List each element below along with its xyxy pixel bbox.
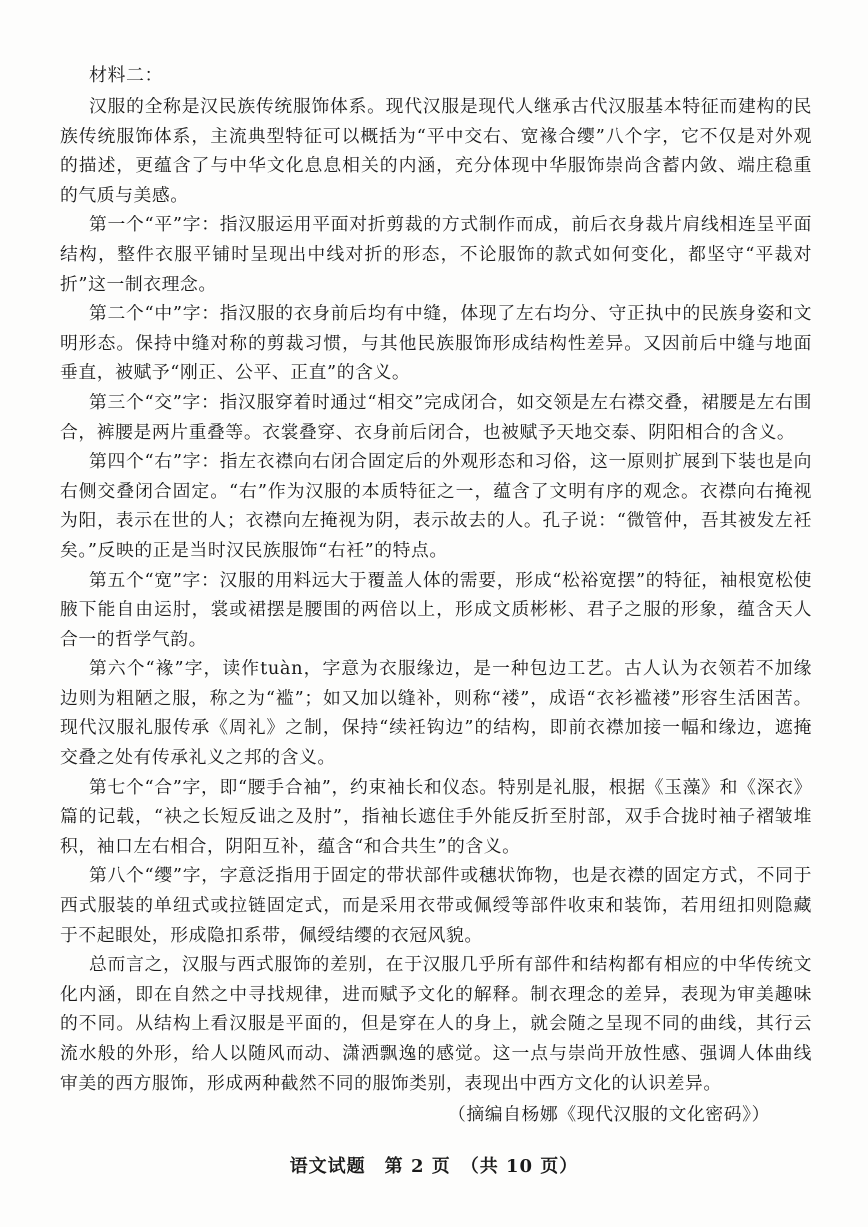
paragraph-kuan: 第五个“宽”字：汉服的用料远大于覆盖人体的需要，形成“松裕宽摆”的特征，袖根宽松使腋下能自由运肘，裳或裙摆是腰围的两倍以上，形成文质彬彬、君子之服的形象，蕴含天人合一的哲学气韵。: [60, 569, 812, 650]
paragraph-intro: 汉服的全称是汉民族传统服饰体系。现代汉服是现代人继承古代汉服基本特征而建构的民族传统服饰体系，主流典型特征可以概括为“平中交右、宽褖合缨”八个字，它不仅是对外观的描述，更蕴含了与中华文化息息相关的内涵，充分体现中华服饰崇尚含蓄内敛、端庄稳重的气质与美感。: [60, 96, 812, 206]
paragraph-jiao: 第三个“交”字：指汉服穿着时通过“相交”完成闭合，如交领是左右襟交叠，裙腰是左右围合，裤腰是两片重叠等。衣裳叠穿、衣身前后闭合，也被赋予天地交泰、阴阳相合的含义。: [60, 391, 812, 443]
document-body: [60, 62, 812, 1130]
paragraph-he: 第七个“合”字，即“腰手合袖”，约束袖长和仪态。特别是礼服，根据《玉藻》和《深衣》篇的记载，“袂之长短反诎之及肘”，指袖长遮住手外能反折至肘部，双手合拢时袖子褶皱堆积，袖口左右相合，阴阳互补，蕴含“和合共生”的含义。: [60, 776, 812, 857]
section-title: 材料二：: [89, 65, 163, 86]
paragraph-ying: 第八个“缨”字，字意泛指用于固定的带状部件或穗状饰物，也是衣襟的固定方式，不同于西式服装的单纽式或拉链固定式，而是采用衣带或佩绶等部件收束和装饰，若用纽扣则隐藏于不起眼处，形成隐扣系带，佩绶结缨的衣冠风貌。: [60, 865, 812, 946]
paragraph-zhong: 第二个“中”字：指汉服的衣身前后均有中缝，体现了左右均分、守正执中的民族身姿和文明形态。保持中缝对称的剪裁习惯，与其他民族服饰形成结构性差异。又因前后中缝与地面垂直，被赋予“刚正、公平、正直”的含义。: [60, 303, 812, 384]
paragraph-ping: 第一个“平”字：指汉服运用平面对折剪裁的方式制作而成，前后衣身裁片肩线相连呈平面结构，整件衣服平铺时呈现出中线对折的形态，不论服饰的款式如何变化，都坚守“平裁对折”这一制衣理念。: [60, 214, 812, 295]
paragraph-tuan: 第六个“褖”字，读作tuàn，字意为衣服缘边，是一种包边工艺。古人认为衣领若不加缘边则为粗陋之服，称之为“褴”；如又加以缝补，则称“褛”，成语“衣衫褴褛”形容生活困苦。现代汉服礼服传承《周礼》之制，保持“续衽钩边”的结构，即前衣襟加接一幅和缘边，遮掩交叠之处有传承礼义之邦的含义。: [60, 658, 812, 769]
paragraph-you: 第四个“右”字：指左衣襟向右闭合固定后的外观形态和习俗，这一原则扩展到下装也是向右侧交叠闭合固定。“右”作为汉服的本质特征之一，蕴含了文明有序的观念。衣襟向右掩视为阳，表示在世的人；衣襟向左掩视为阴，表示故去的人。孔子说：“微管仲，吾其被发左衽矣。”反映的正是当时汉民族服饰“右衽”的特点。: [60, 451, 812, 561]
page-footer: 语文试题 第 2 页 （共 10 页）: [289, 1156, 579, 1177]
paragraph-summary: 总而言之，汉服与西式服饰的差别，在于汉服几乎所有部件和结构都有相应的中华传统文化内涵，即在自然之中寻找规律，进而赋予文化的解释。制衣理念的差异，表现为审美趣味的不同。从结构上看汉服是平面的，但是穿在人的身上，就会随之呈现不同的曲线，其行云流水般的外形，给人以随风而动、潇洒飘逸的感觉。这一点与崇尚开放性感、强调人体曲线审美的西方服饰，形成两种截然不同的服饰类别，表现出中西方文化的认识差异。: [60, 954, 812, 1094]
source-citation: （摘编自杨娜《现代汉服的文化密码》）: [448, 1104, 770, 1126]
